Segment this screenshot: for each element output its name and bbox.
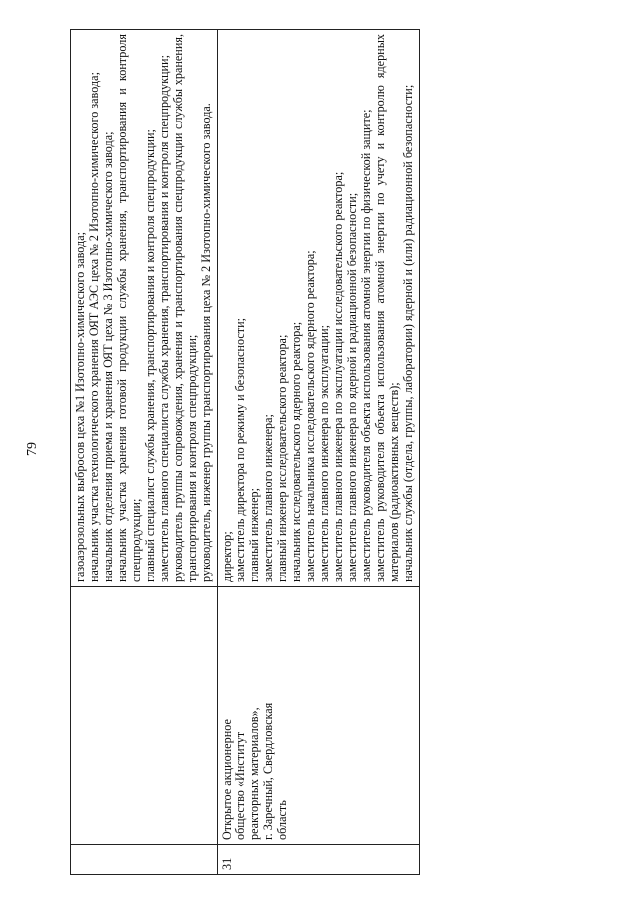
organization-line: Открытое акционерное xyxy=(219,719,234,840)
positions-cell xyxy=(217,30,419,587)
position-item: руководитель группы сопровождения, хранения и транспортирования спецпродукции службы хранения, транспортирования и контроля спецпродукции; xyxy=(170,34,199,582)
positions-table-body xyxy=(71,30,420,875)
table-row xyxy=(71,30,218,875)
position-item: главный инженер исследовательского реактора; xyxy=(275,334,290,582)
position-item: руководитель, инженер группы транспортирования цеха № 2 Изотопно-химического завода. xyxy=(198,103,213,582)
row-number-cell xyxy=(71,845,218,875)
position-item: заместитель главного инженера по ядерной и радиационной безопасности; xyxy=(345,192,360,582)
position-item: заместитель руководителя объекта использования атомной энергии по физической защите; xyxy=(359,109,374,582)
organization-line: общество «Институт xyxy=(233,731,248,840)
position-item: заместитель главного инженера; xyxy=(261,414,276,582)
organization-cell xyxy=(71,587,218,845)
position-item: начальник отделения приема и хранения ОЯТ цеха № 3 Изотопно-химического завода; xyxy=(100,131,115,582)
position-item: главный инженер; xyxy=(247,487,262,582)
position-item: заместитель главного инженера по эксплуатации исследовательского реактора; xyxy=(331,171,346,582)
positions-cell xyxy=(71,30,218,587)
position-item: начальник службы (отдела, группы, лаборатории) ядерной и (или) радиационной безопасности; xyxy=(400,84,415,582)
organization-cell xyxy=(217,587,419,845)
position-item: заместитель начальника исследовательского ядерного реактора; xyxy=(303,250,318,582)
row-number-cell: 31 xyxy=(217,845,419,875)
position-item: заместитель главного специалиста службы хранения, транспортирования и контроля спецпродукции; xyxy=(156,55,171,582)
position-item: директор; xyxy=(219,531,234,582)
position-item: начальник участка хранения готовой продукции службы хранения, транспортирования и контроля спецпродукции; xyxy=(114,34,143,582)
position-item: начальник исследовательского ядерного реактора; xyxy=(289,321,304,582)
position-item: заместитель руководителя объекта использования атомной энергии по учету и контролю ядерных материалов (радиоактивных веществ); xyxy=(373,34,401,582)
organization-line: область xyxy=(275,800,290,840)
position-item: начальник участка технологического хранения ОЯТ АЭС цеха № 2 Изотопно-химического завода; xyxy=(86,72,101,582)
organization-line: г. Заречный, Свердловская xyxy=(261,702,276,840)
organization-line: реакторных материалов», xyxy=(247,707,262,840)
position-item: газоаэрозольных выбросов цеха №1 Изотопно-химического завода; xyxy=(73,231,87,582)
position-item: заместитель главного инженера по эксплуатации; xyxy=(317,325,332,582)
table-row xyxy=(217,30,419,875)
positions-table xyxy=(70,29,420,875)
page-number: 79 xyxy=(25,442,40,456)
position-item: главный специалист службы хранения, транспортирования и контроля спецпродукции; xyxy=(142,129,157,582)
rotated-page-content xyxy=(70,30,590,875)
position-item: заместитель директора по режиму и безопасности; xyxy=(233,318,248,582)
